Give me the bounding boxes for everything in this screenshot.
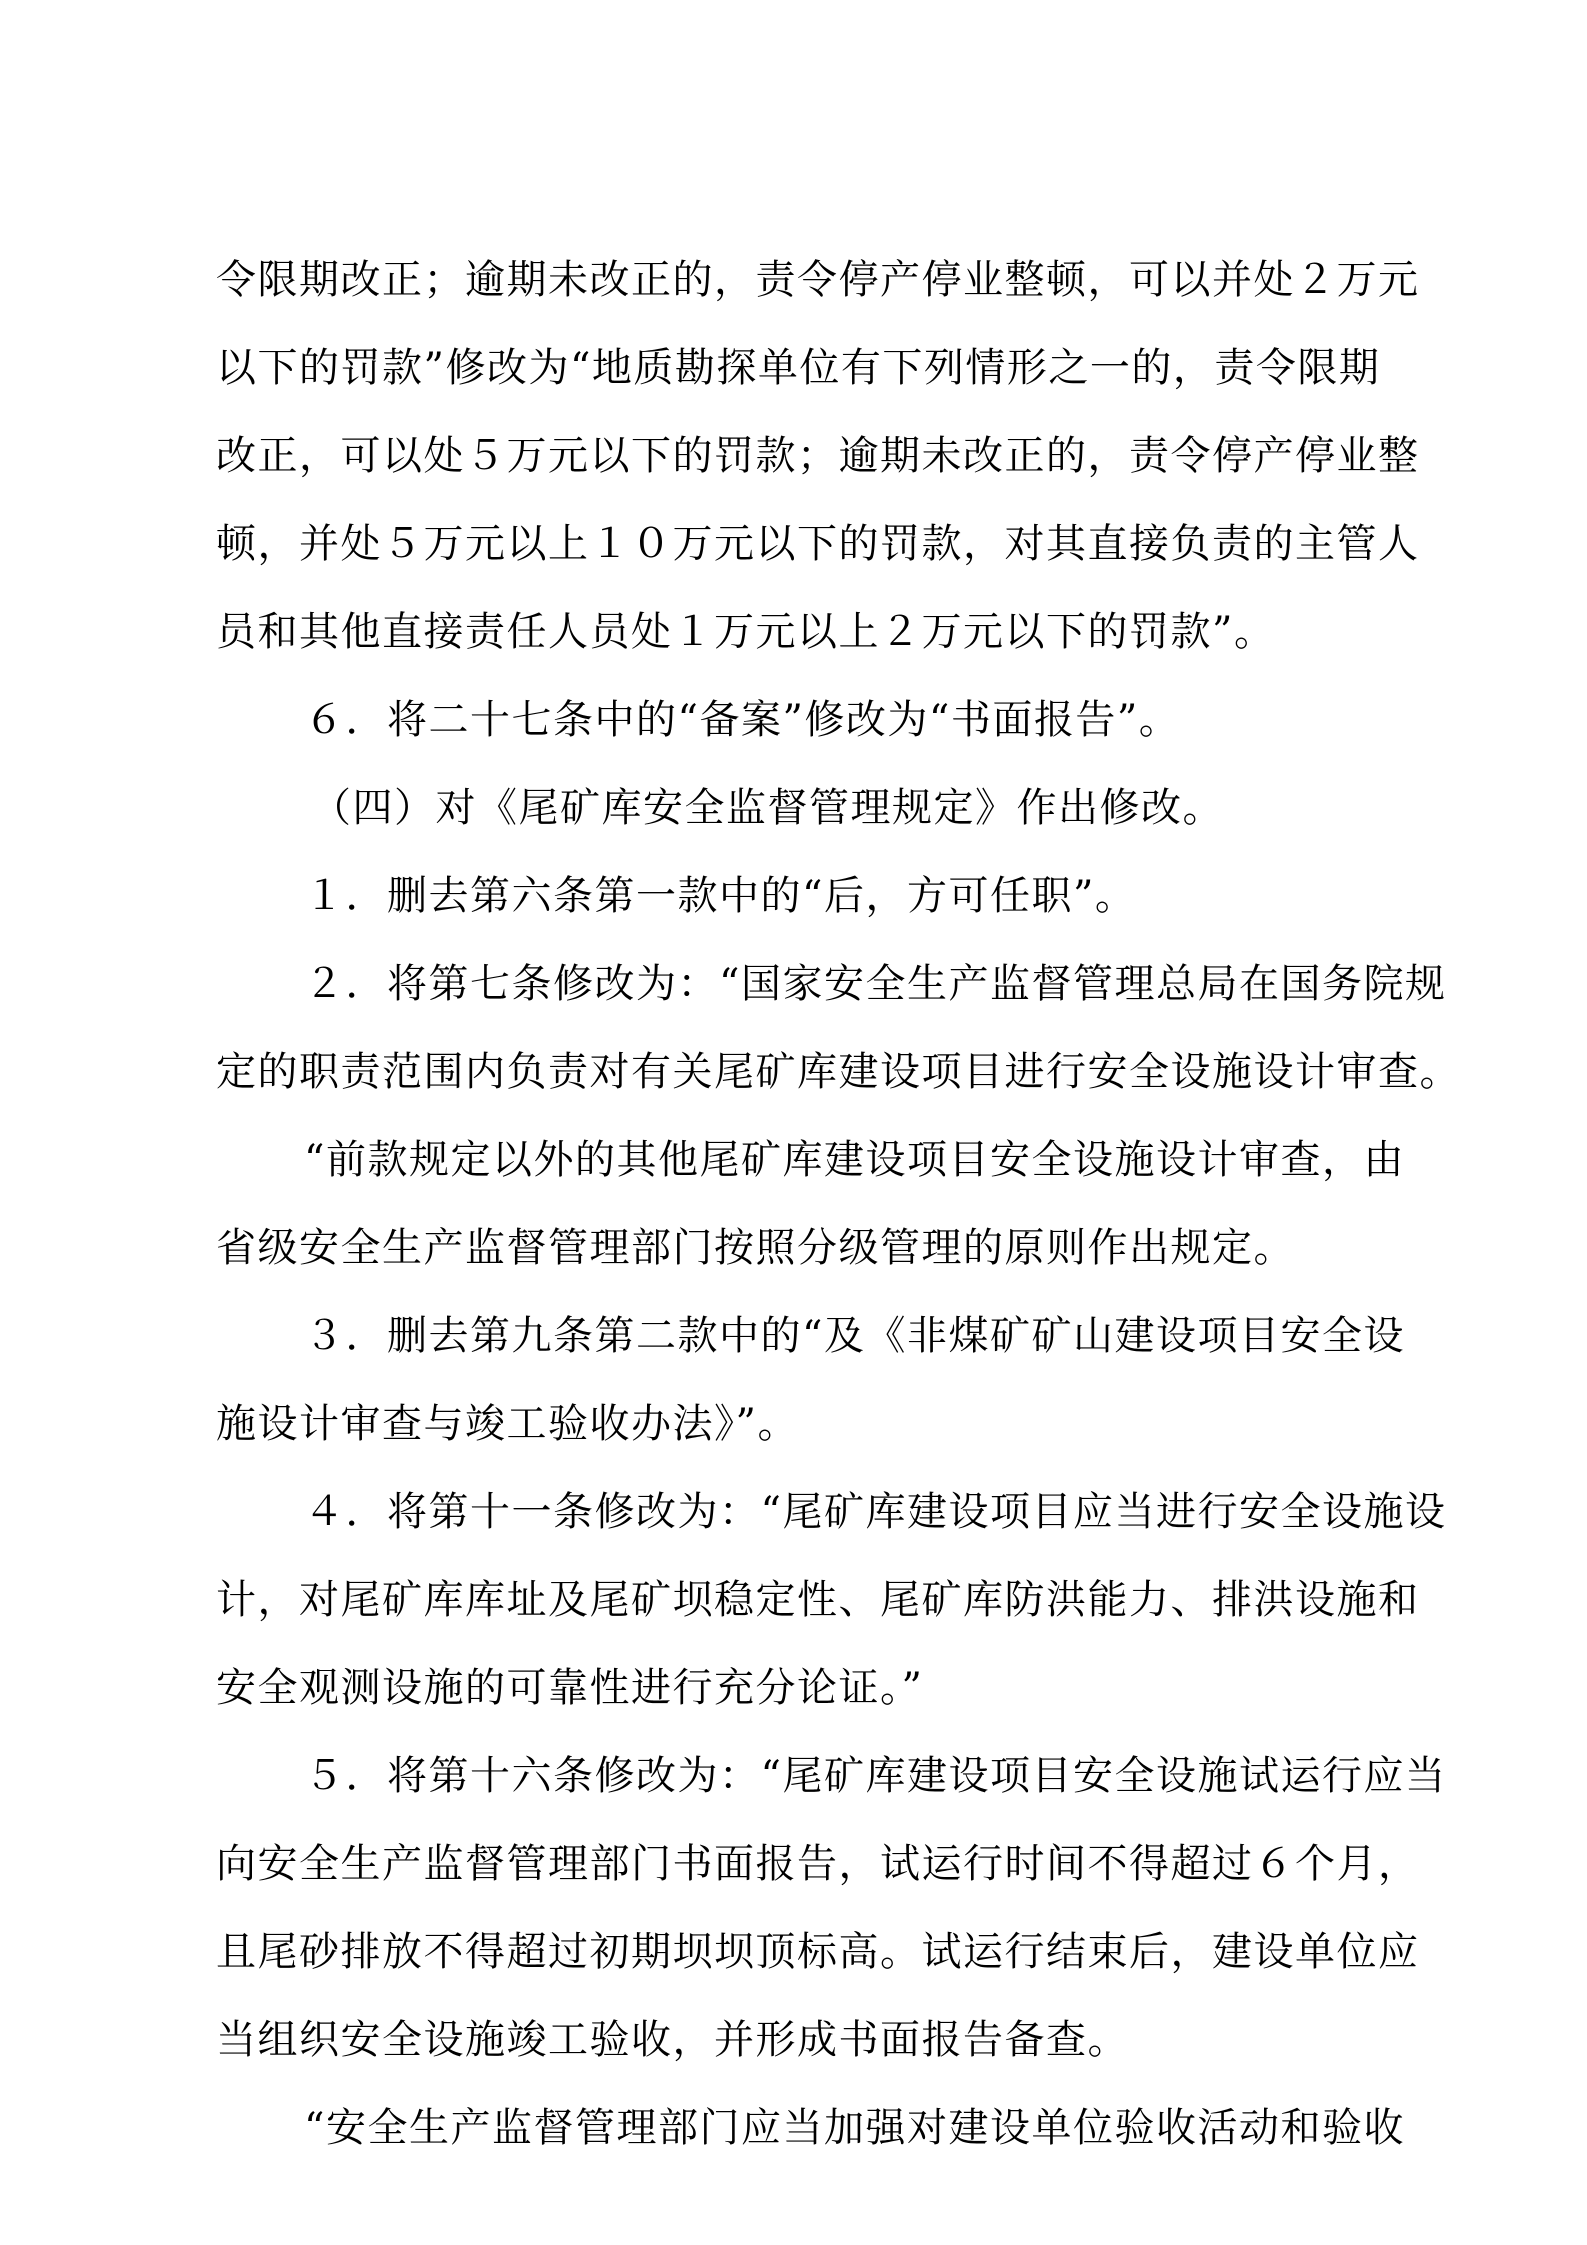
text-line: 当组织安全设施竣工验收，并形成书面报告备查。 (216, 2017, 1129, 2063)
text-line: 向安全生产监督管理部门书面报告，试运行时间不得超过６个月， (216, 1841, 1420, 1887)
text-line: 且尾砂排放不得超过初期坝坝顶标高。试运行结束后，建设单位应 (216, 1929, 1420, 1975)
text-line: ６．将二十七条中的“备案”修改为“书面报告”。 (304, 697, 1181, 743)
text-line: “安全生产监督管理部门应当加强对建设单位验收活动和验收 (304, 2105, 1405, 2151)
text-line: 令限期改正；逾期未改正的，责令停产停业整顿，可以并处２万元 (216, 257, 1420, 303)
text-line: 计，对尾矿库库址及尾矿坝稳定性、尾矿库防洪能力、排洪设施和 (216, 1577, 1420, 1623)
text-line: “前款规定以外的其他尾矿库建设项目安全设施设计审查，由 (304, 1137, 1405, 1183)
text-line: 改正，可以处５万元以下的罚款；逾期未改正的，责令停产停业整 (216, 433, 1420, 479)
text-line: 顿，并处５万元以上１０万元以下的罚款，对其直接负责的主管人 (216, 521, 1420, 567)
text-line: 施设计审查与竣工验收办法》”。 (216, 1401, 799, 1447)
text-line: （四）对《尾矿库安全监督管理规定》作出修改。 (311, 785, 1224, 831)
text-line: ３．删去第九条第二款中的“及《非煤矿矿山建设项目安全设 (304, 1313, 1405, 1359)
text-line: 安全观测设施的可靠性进行充分论证。” (216, 1665, 924, 1711)
text-line: ２．将第七条修改为：“国家安全生产监督管理总局在国务院规 (304, 961, 1447, 1007)
document-body (216, 236, 1461, 2172)
text-line: 员和其他直接责任人员处１万元以上２万元以下的罚款”。 (216, 609, 1276, 655)
text-line: 以下的罚款”修改为“地质勘探单位有下列情形之一的，责令限期 (216, 345, 1381, 391)
text-line: ５．将第十六条修改为：“尾矿库建设项目安全设施试运行应当 (304, 1753, 1447, 1799)
text-line: 省级安全生产监督管理部门按照分级管理的原则作出规定。 (216, 1225, 1295, 1271)
text-line: ４．将第十一条修改为：“尾矿库建设项目应当进行安全设施设 (304, 1489, 1447, 1535)
text-line: 定的职责范围内负责对有关尾矿库建设项目进行安全设施设计审查。 (216, 1049, 1461, 1095)
text-line: １．删去第六条第一款中的“后，方可任职”。 (304, 873, 1137, 919)
